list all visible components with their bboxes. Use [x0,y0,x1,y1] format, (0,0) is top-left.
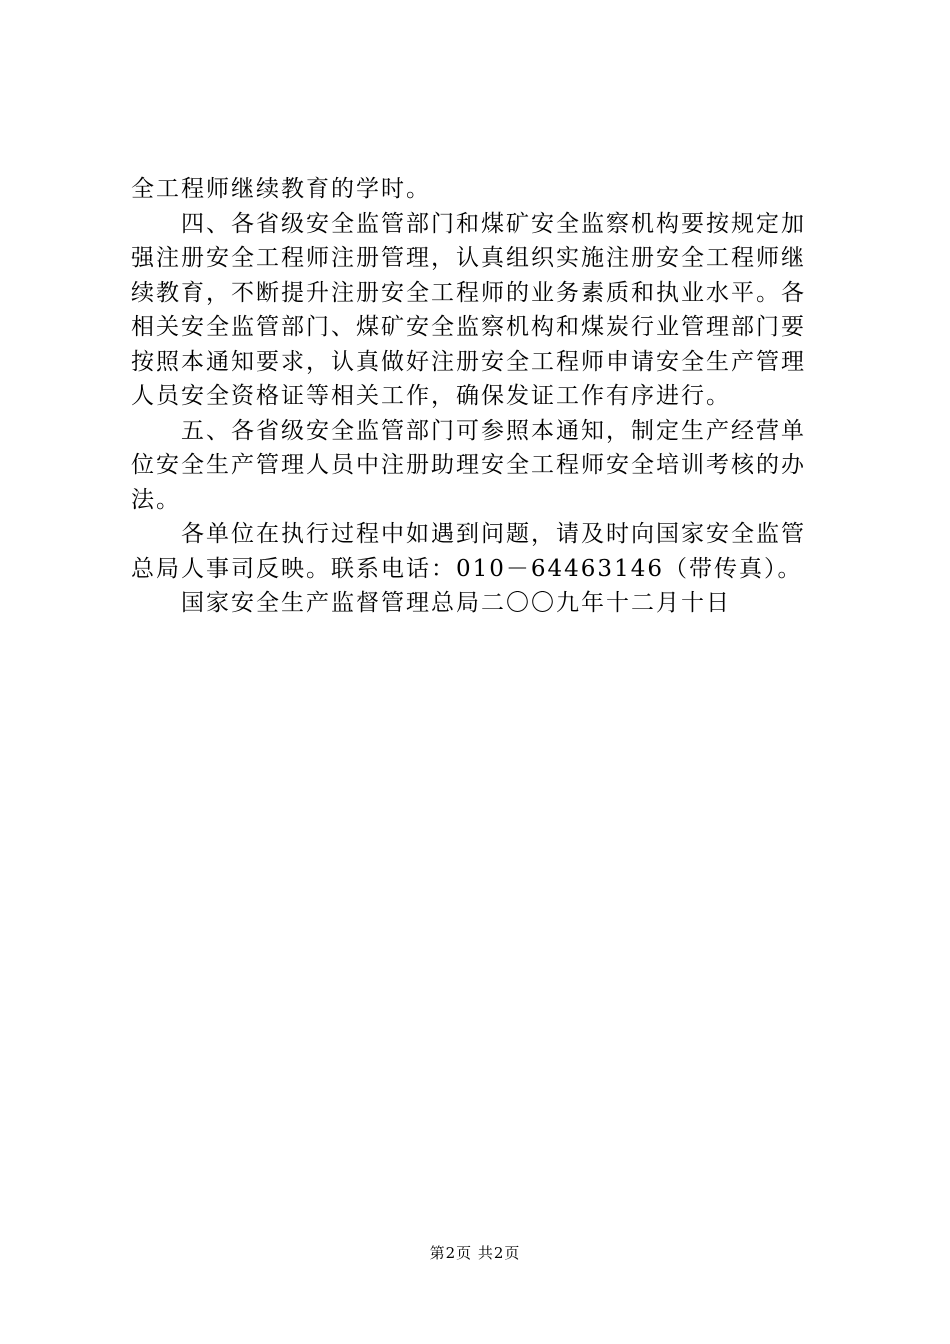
paragraph-five-start: 五、各省级安全监管部门可参照本通知，制定生产经营单 [181,417,806,444]
text-line: 强注册安全工程师注册管理，认真组织实施注册安全工程师继 [131,245,806,271]
text-line: 续教育，不断提升注册安全工程师的业务素质和执业水平。各 [131,279,806,306]
text-line: 全工程师继续教育的学时。 [131,176,431,202]
text-line: 法。 [131,486,181,513]
signature-date-line: 国家安全生产监督管理总局二〇〇九年十二月十日 [181,590,731,616]
text-line: 位安全生产管理人员中注册助理安全工程师安全培训考核的办 [131,452,806,478]
text-line: 人员安全资格证等相关工作，确保发证工作有序进行。 [131,383,731,409]
contact-paragraph-start: 各单位在执行过程中如遇到问题，请及时向国家安全监管 [181,521,806,547]
contact-phone-line: 总局人事司反映。联系电话：010－64463146（带传真）。 [131,555,803,582]
text-line: 按照本通知要求，认真做好注册安全工程师申请安全生产管理 [131,348,806,375]
page-number-footer: 第2页 共2页 [429,1244,521,1262]
document-body [131,172,831,621]
text-line: 相关安全监管部门、煤矿安全监察机构和煤炭行业管理部门要 [131,314,806,340]
paragraph-four-start: 四、各省级安全监管部门和煤矿安全监察机构要按规定加 [181,210,806,237]
